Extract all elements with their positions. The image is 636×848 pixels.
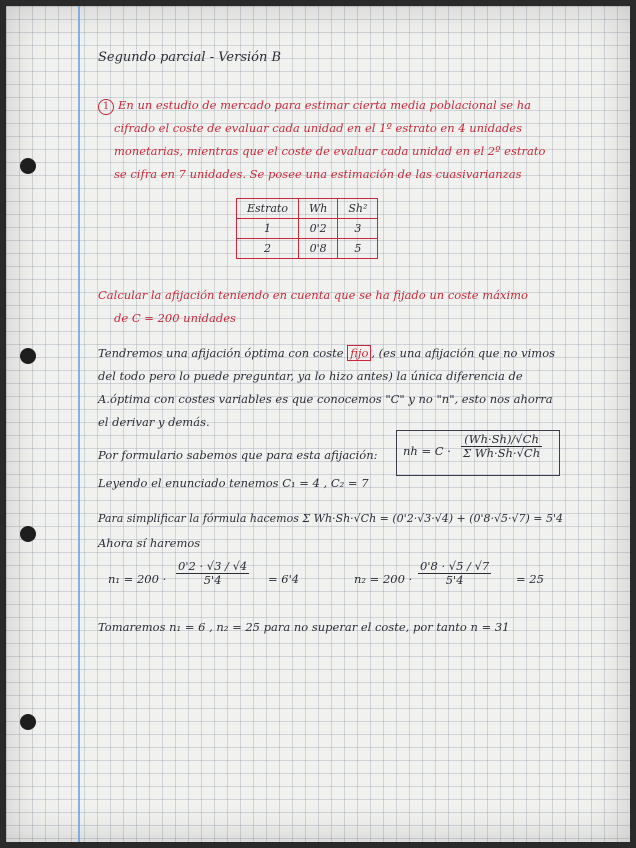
- table-cell: 2: [237, 239, 299, 259]
- table-row: [237, 219, 378, 239]
- formula-denominator: Σ Wh·Sh·√Ch: [463, 445, 541, 460]
- page-title: Segundo parcial - Versión B: [98, 50, 282, 65]
- statement-line: se cifra en 7 unidades. Se posee una estimación de las cuasivarianzas: [114, 167, 522, 181]
- n2-fraction: [418, 560, 491, 586]
- notebook-page: [6, 6, 630, 842]
- n2-denominator: 5'4: [445, 572, 464, 587]
- statement-line: cifrado el coste de evaluar cada unidad en el 1º estrato en 4 unidades: [114, 121, 523, 135]
- n1-result: = 6'4: [268, 572, 300, 586]
- answer-line: Tendremos una afijación óptima con coste fijo , (es una afijación que no vimos: [98, 346, 556, 360]
- table-cell: 3: [338, 219, 378, 239]
- n1-fraction: [176, 560, 249, 586]
- n2-lhs: n₂ = 200 ·: [354, 572, 413, 586]
- statement-line: 1 En un estudio de mercado para estimar cierta media poblacional se ha: [98, 98, 531, 115]
- strata-table: [236, 198, 378, 259]
- binder-hole: [20, 526, 36, 542]
- formulario-text: Por formulario sabemos que para esta afijación:: [98, 448, 378, 462]
- table-cell: 5: [338, 239, 378, 259]
- formula-lhs: nh = C ·: [403, 444, 451, 458]
- column-header: Sh²: [338, 199, 378, 219]
- binder-hole: [20, 714, 36, 730]
- n1-numerator: 0'2 · √3 / √4: [178, 559, 248, 573]
- conclusion-line: Tomaremos n₁ = 6 , n₂ = 25 para no superar el coste, por tanto n = 31: [98, 620, 510, 634]
- binder-hole: [20, 158, 36, 174]
- column-header: Wh: [298, 199, 337, 219]
- question-line: Calcular la afijación teniendo en cuenta que se ha fijado un coste máximo: [98, 288, 528, 302]
- ahora-line: Ahora sí haremos: [98, 536, 201, 550]
- statement-line: monetarias, mientras que el coste de evaluar cada unidad en el 2º estrato: [114, 144, 546, 158]
- problem-number: 1: [98, 99, 114, 115]
- formula-box: [396, 430, 560, 476]
- table-header-row: [237, 199, 378, 219]
- fijo-box: fijo: [347, 345, 371, 361]
- n1-lhs: n₁ = 200 ·: [108, 572, 167, 586]
- table-cell: 0'8: [298, 239, 337, 259]
- answer-line: el derivar y demás.: [98, 415, 210, 429]
- simplify-line: Para simplificar la fórmula hacemos Σ Wh·Sh·√Ch = (0'2·√3·√4) + (0'8·√5·√7) = 5'4: [98, 512, 564, 525]
- table-cell: 0'2: [298, 219, 337, 239]
- table-cell: 1: [237, 219, 299, 239]
- column-header: Estrato: [237, 199, 299, 219]
- n1-denominator: 5'4: [203, 572, 222, 587]
- n2-numerator: 0'8 · √5 / √7: [420, 559, 490, 573]
- enunciado-line: Leyendo el enunciado tenemos C₁ = 4 , C₂ = 7: [98, 476, 369, 490]
- table-row: [237, 239, 378, 259]
- binder-hole: [20, 348, 36, 364]
- margin-line: [78, 6, 80, 842]
- answer-line: A.óptima con costes variables es que conocemos "C" y no "n", esto nos ahorra: [98, 392, 553, 406]
- n2-result: = 25: [516, 572, 544, 586]
- formula-fraction: [461, 433, 542, 459]
- formula-numerator: (Wh·Sh)/√Ch: [461, 433, 542, 447]
- question-line: de C = 200 unidades: [114, 311, 236, 325]
- answer-line: del todo pero lo puede preguntar, ya lo hizo antes) la única diferencia de: [98, 369, 523, 383]
